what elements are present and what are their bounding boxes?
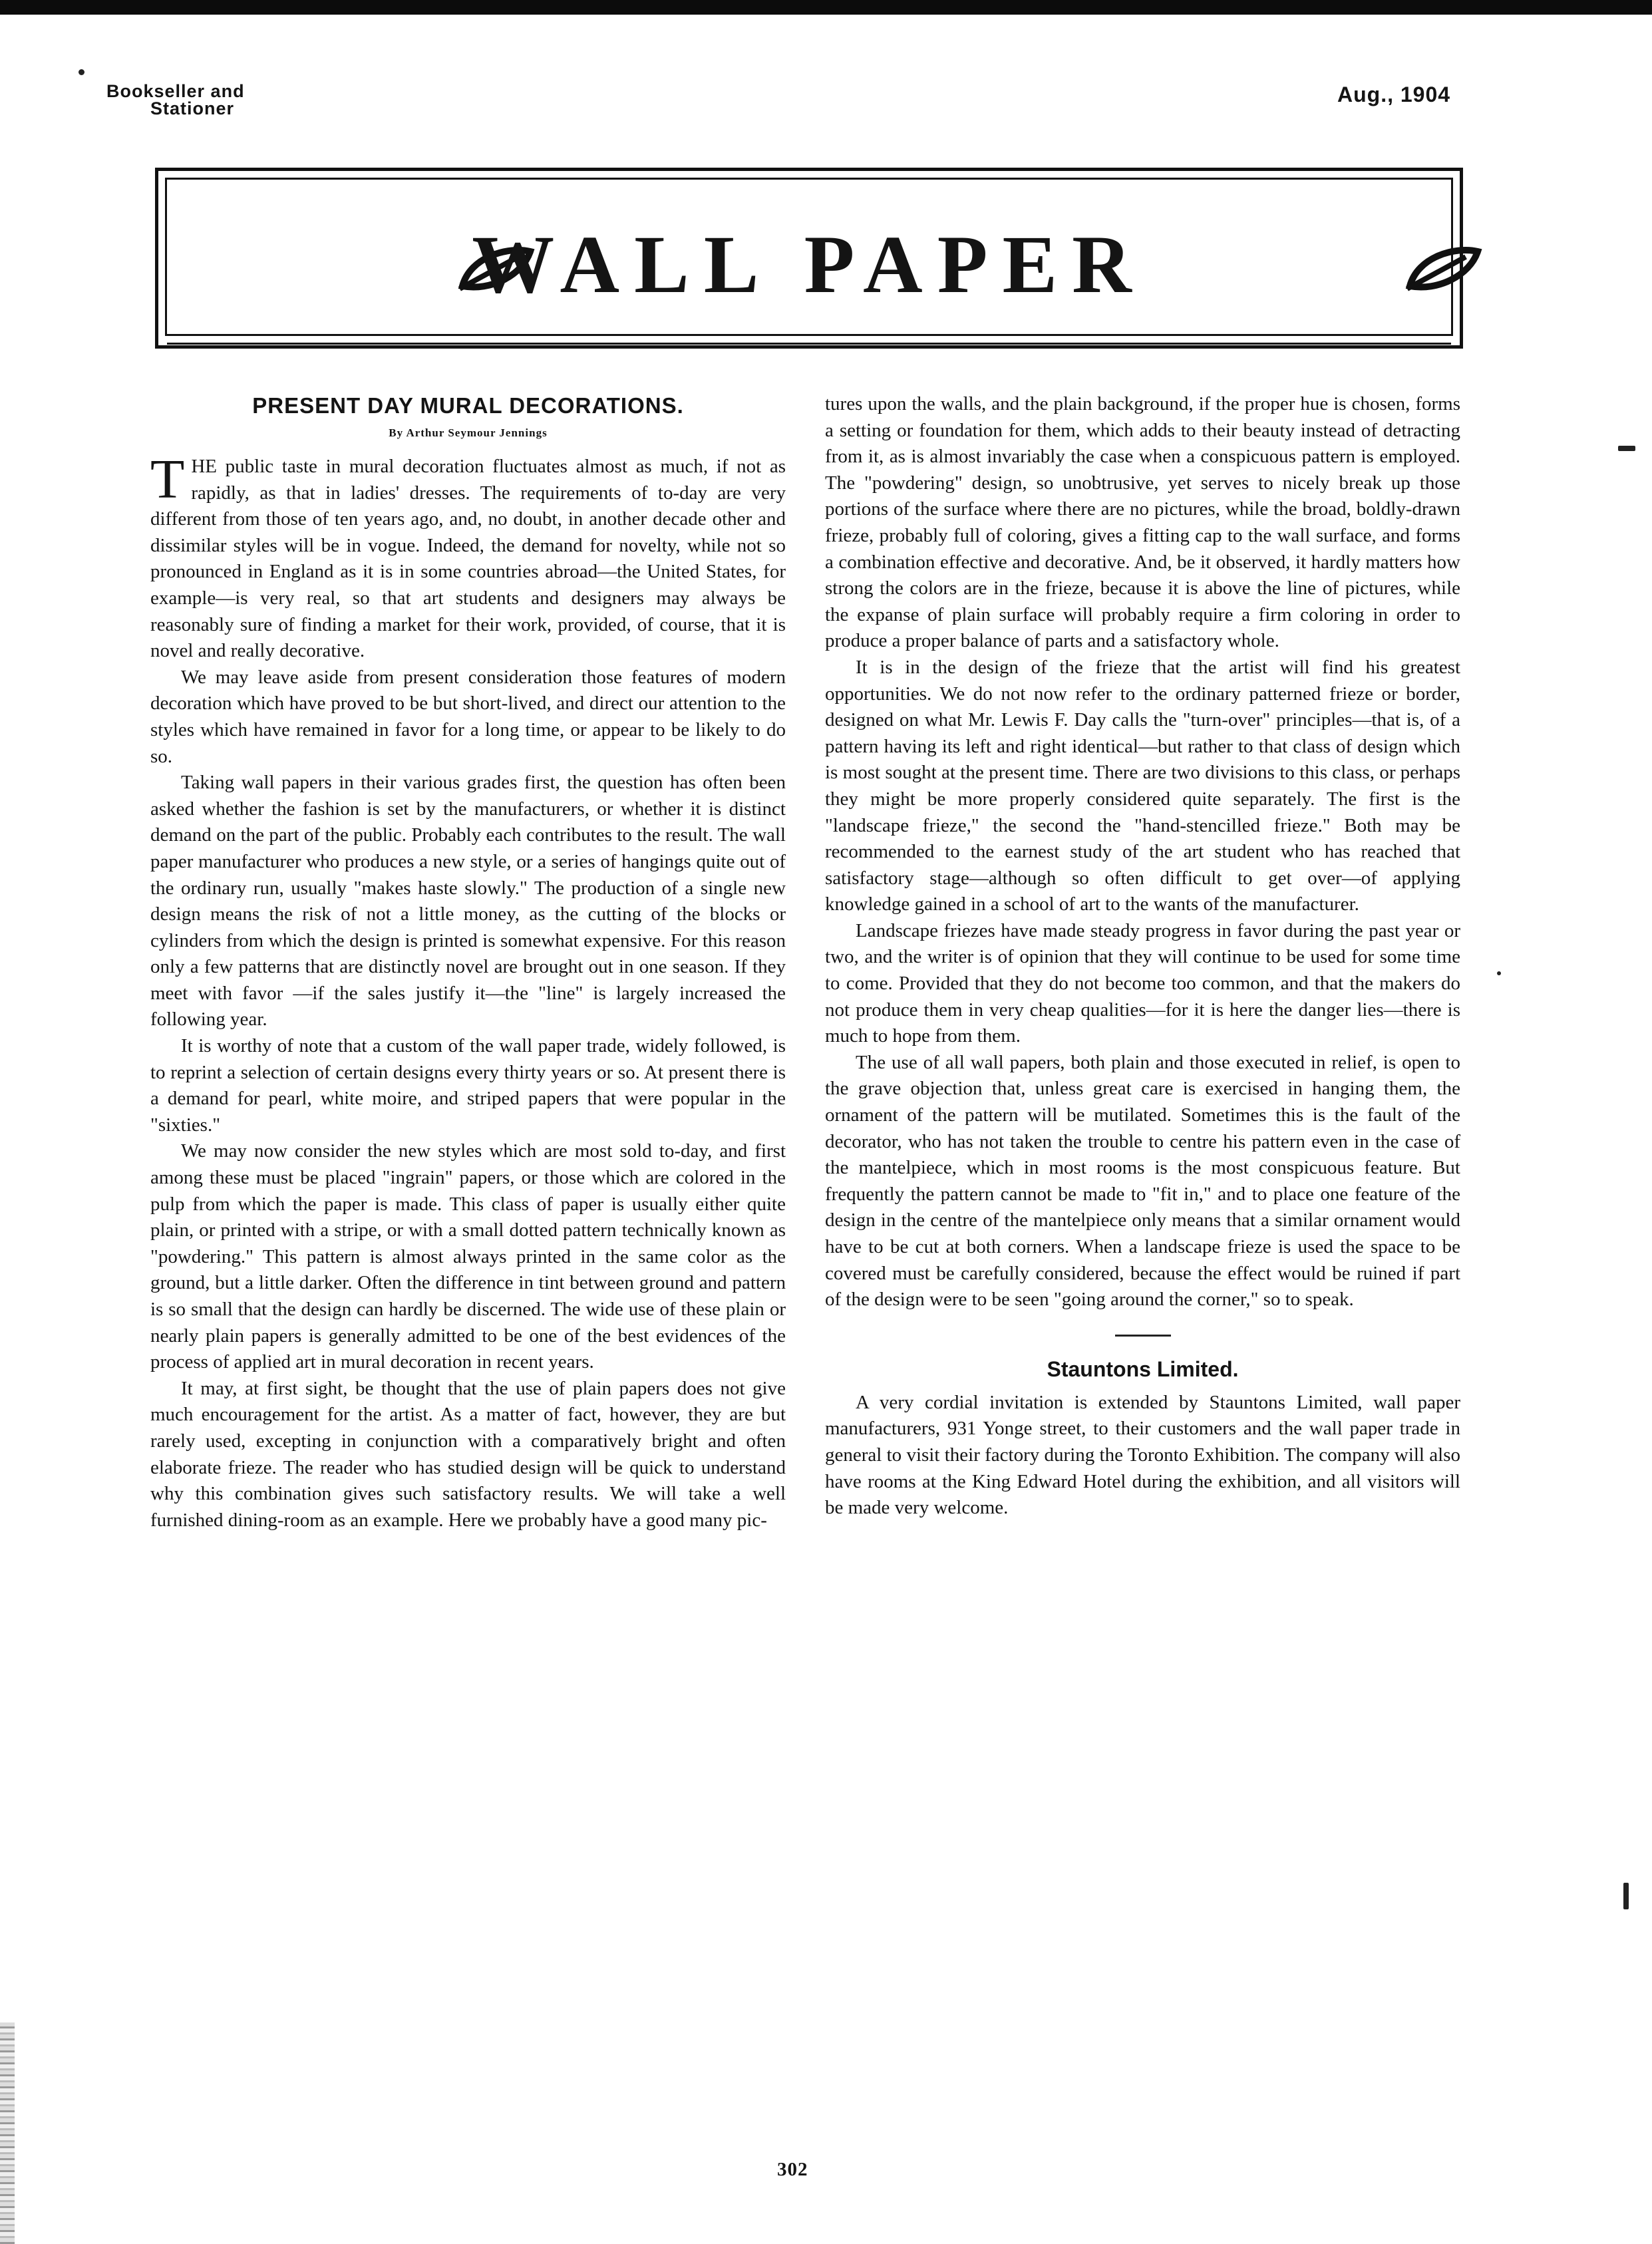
page-number: 302 bbox=[777, 2159, 808, 2180]
notice-title: Stauntons Limited. bbox=[1047, 1357, 1239, 1381]
print-speck bbox=[1497, 971, 1501, 975]
banner-title: WALL PAPER bbox=[472, 219, 1146, 310]
article-paragraph: It is worthy of note that a custom of the wall paper trade, widely followed, is to reprint a selection of certain designs every thirty years or so. At present there is a demand for pearl, white moire, and striped papers that were popular in the "sixties." bbox=[150, 1035, 786, 1136]
article-paragraph: We may now consider the new styles which are most sold to-day, and first among these must be placed "ingrain" papers, or those which are colored in the pulp from which the paper is made. This class of paper is usually either quite plain, or printed with a stripe, or with a small dotted pattern technically known as "powdering." This pattern is almost always printed in the same color as the ground, but a little darker. Often the difference in tint between ground and pattern is so small that the design can hardly be discerned. The wide use of these plain or nearly plain papers is generally admitted to be one of the best evidences of the process of applied art in mural decoration in recent years. bbox=[150, 1140, 786, 1373]
article-column-right bbox=[825, 391, 1460, 1522]
article-paragraph: tures upon the walls, and the plain background, if the proper hue is chosen, forms a setting or foundation for them, which adds to their beauty instead of detracting from it, as is almost invariably the case when a conspicuous pattern is employed. The "powdering" design, so unobtrusive, yet serves to nicely break up those portions of the surface where there are no pictures, while the broad, boldly-drawn frieze, probably full of coloring, gives a fitting cap to the wall surface, and forms a combination effective and decorative. And, be it observed, it hardly matters how strong the colors are in the frieze, because it is above the line of pictures, while the expanse of plain surface will probably require a firm coloring in order to produce a proper balance of parts and a satisfactory whole. bbox=[825, 393, 1460, 652]
page-binding-edge bbox=[0, 2022, 15, 2244]
article-byline: By Arthur Seymour Jennings bbox=[389, 426, 548, 439]
publication-name-line2: Stationer bbox=[150, 98, 235, 118]
publication-name-line1: Bookseller and bbox=[106, 81, 245, 101]
page-top-edge bbox=[0, 0, 1652, 15]
article-paragraph: We may leave aside from present consideration those features of modern decoration which have proved to be but short-lived, and direct our attention to the styles which have remained in favor for a long time, or appear to be likely to do so. bbox=[150, 666, 786, 767]
article-paragraph: The use of all wall papers, both plain and those executed in relief, is open to the grave objection that, unless great care is exercised in hanging them, the ornament of the pattern will be mutilated. Sometimes this is the fault of the decorator, who has not taken the trouble to centre his pattern even in the case of the mantelpiece, which in most rooms is the most conspicuous feature. But frequently the pattern cannot be made to "fit in," and to place one feature of the design in the centre of the mantelpiece only means that a similar ornament would have to be cut at both corners. When a landscape frieze is used the space to be covered must be carefully considered, because the effect would be ruined if part of the design were to be seen "going around the corner," so to speak. bbox=[825, 1051, 1460, 1311]
article-paragraph: Landscape friezes have made steady progress in favor during the past year or two, and the writer is of opinion that they will continue to be used for some time to come. Provided that they do not become too common, and that the makers do not produce them in very cheap qualities—for it is here the danger lies—there is much to hope from them. bbox=[825, 919, 1460, 1047]
publication-name bbox=[106, 82, 245, 117]
section-banner bbox=[155, 168, 1463, 349]
article-paragraph: It is in the design of the frieze that the artist will find his greatest opportunities. We do not now refer to the ordinary patterned frieze or border, designed on what Mr. Lewis F. Day calls the "turn-over" principles—that is, of a pattern having its left and right identical—but rather to that class of design which is most sought at the present time. There are two divisions to this class, or perhaps they might be more properly considered quite separately. The first is the "landscape frieze," the second the "hand-stencilled frieze." Both may be recommended to the earnest study of the art student who has reached that satisfactory stage—although so often difficult to get over—of applying knowledge gained in a school of art to the wants of the manufacturer. bbox=[825, 656, 1460, 915]
drop-cap: T bbox=[150, 448, 185, 510]
print-speck bbox=[1623, 1883, 1629, 1909]
article-paragraph: Taking wall papers in their various grades first, the question has often been asked whether the fashion is set by the manufacturers, or whether it is distinct demand on the part of the public. Probably each contributes to the result. The wall paper manufacturer who produces a new style, or a series of hangings quite out of the ordinary run, usually "makes haste slowly." The production of a single new design means the risk of not a little money, as the cutting of the blocks or cylinders from which the design is printed is somewhat expensive. For this reason only a few patterns that are distinctly novel are brought out in one season. If they meet with favor —if the sales justify it—the "line" is largely increased the following year. bbox=[150, 772, 786, 1031]
issue-date: Aug., 1904 bbox=[1337, 82, 1451, 106]
article-title: PRESENT DAY MURAL DECORATIONS. bbox=[252, 393, 684, 418]
banner-inner-frame bbox=[165, 178, 1453, 336]
article-paragraph: THE public taste in mural decoration fluctuates almost as much, if not as rapidly, as that in ladies' dresses. The requirements of to-day are very different from those of ten years ago, and, no doubt, in another decade other and dissimilar styles will be in vogue. Indeed, the demand for novelty, while not so pronounced in England as it is in some countries abroad—the United States, for example—is very real, so that art students and designers may always be reasonably sure of finding a market for their work, provided, of course, that it is novel and really decorative. bbox=[150, 448, 786, 662]
section-divider bbox=[1115, 1335, 1171, 1337]
article-column-left bbox=[150, 391, 786, 1533]
notice-paragraph: A very cordial invitation is extended by Stauntons Limited, wall paper manufacturers, 931 Yonge street, to their customers and the wall paper trade in general to visit their factory during the Toronto Exhibition. The company will also have rooms at the King Edward Hotel during the exhibition, and all visitors will be made very welcome. bbox=[825, 1391, 1460, 1519]
print-speck bbox=[1618, 446, 1635, 451]
article-paragraph: It may, at first sight, be thought that the use of plain papers does not give much encouragement for the artist. As a matter of fact, however, they are but rarely used, excepting in conjunction with a comparatively bright and often elaborate frieze. The reader who has studied design will be quick to understand why this combination gives such satisfactory results. We will take a well furnished dining-room as an example. Here we probably have a good many pic- bbox=[150, 1377, 786, 1531]
leaf-ornament-icon bbox=[1403, 245, 1483, 293]
print-speck bbox=[79, 69, 84, 75]
